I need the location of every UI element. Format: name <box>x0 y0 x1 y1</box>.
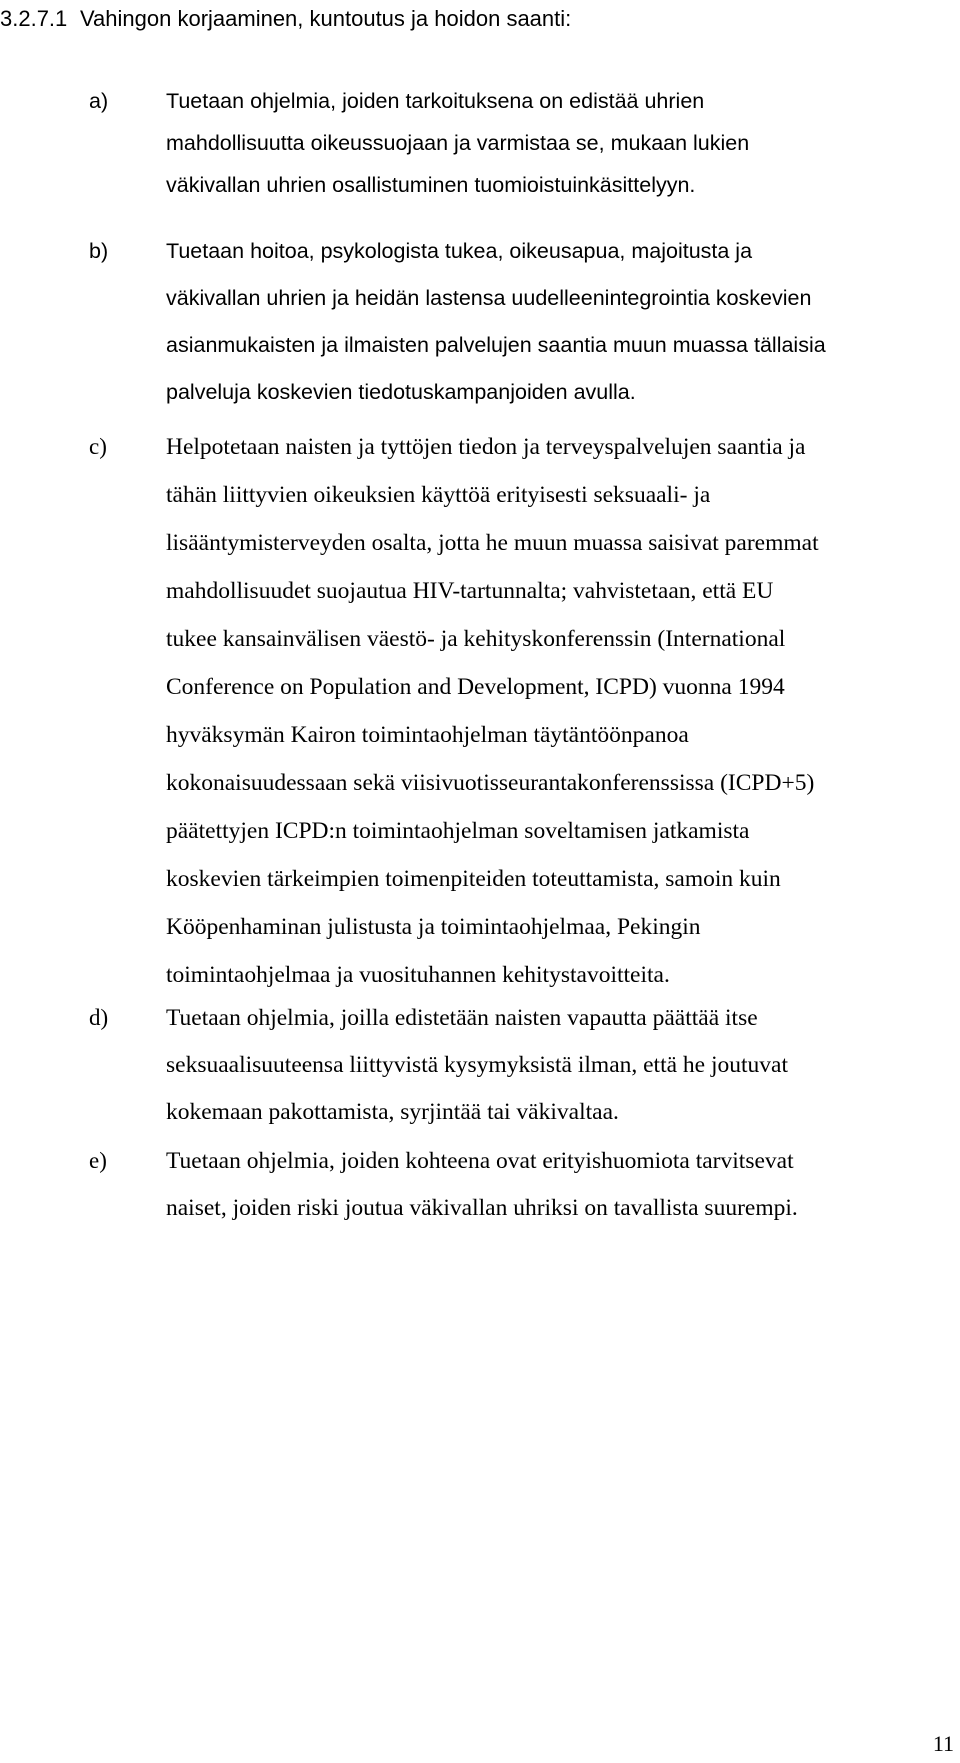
list-item-text-line: toimintaohjelmaa ja vuosituhannen kehitystavoitteita. <box>166 962 670 988</box>
list-item-text-line: Kööpenhaminan julistusta ja toimintaohjelmaa, Pekingin <box>166 914 701 940</box>
section-number: 3.2.7.1 <box>0 6 68 31</box>
list-marker: a) <box>89 89 109 113</box>
list-item-text-line: Tuetaan hoitoa, psykologista tukea, oikeusapua, majoitusta ja <box>166 239 753 263</box>
list-marker: b) <box>89 239 109 263</box>
page-number: 11 <box>932 1731 954 1756</box>
list-item-text-line: päätettyjen ICPD:n toimintaohjelman soveltamisen jatkamista <box>166 818 750 844</box>
list-item-text-line: väkivallan uhrien osallistuminen tuomioistuinkäsittelyyn. <box>166 173 696 197</box>
list-item-text-line: Tuetaan ohjelmia, joiden kohteena ovat erityishuomiota tarvitsevat <box>166 1148 794 1174</box>
list-item-text-line: koskevien tärkeimpien toimenpiteiden toteuttamista, samoin kuin <box>166 866 781 892</box>
list-marker: c) <box>89 434 107 459</box>
list-item-text-line: mahdollisuutta oikeussuojaan ja varmistaa se, mukaan lukien <box>166 131 750 155</box>
list-marker: d) <box>89 1005 109 1030</box>
section-title: Vahingon korjaaminen, kuntoutus ja hoidon saanti: <box>80 6 572 31</box>
list-item-text-line: asianmukaisten ja ilmaisten palvelujen saantia muun muassa tällaisia <box>166 333 826 357</box>
list-item-text-line: palveluja koskevien tiedotuskampanjoiden avulla. <box>166 380 636 404</box>
list-item-text-line: Helpotetaan naisten ja tyttöjen tiedon ja terveyspalvelujen saantia ja <box>166 434 806 460</box>
list-item-text-line: kokonaisuudessaan sekä viisivuotisseurantakonferenssissa (ICPD+5) <box>166 770 815 796</box>
list-item-text-line: tähän liittyvien oikeuksien käyttöä erityisesti seksuaali- ja <box>166 482 711 508</box>
list-item-text-line: kokemaan pakottamista, syrjintää tai väkivaltaa. <box>166 1099 619 1125</box>
list-item-text-line: tukee kansainvälisen väestö- ja kehityskonferenssin (International <box>166 626 786 652</box>
list-item-text-line: seksuaalisuuteensa liittyvistä kysymyksistä ilman, että he joutuvat <box>166 1052 788 1078</box>
list-item-text-line: Conference on Population and Development, ICPD) vuonna 1994 <box>166 674 785 700</box>
list-item-text-line: hyväksymän Kairon toimintaohjelman täytäntöönpanoa <box>166 722 689 748</box>
list-item-text-line: väkivallan uhrien ja heidän lastensa uudelleenintegrointia koskevien <box>166 286 812 310</box>
section-heading <box>0 4 571 34</box>
list-item-text-line: naiset, joiden riski joutua väkivallan uhriksi on tavallista suurempi. <box>166 1195 798 1221</box>
list-item-text-line: Tuetaan ohjelmia, joiden tarkoituksena on edistää uhrien <box>166 89 705 113</box>
list-marker: e) <box>89 1148 107 1173</box>
list-item-text-line: lisääntymisterveyden osalta, jotta he muun muassa saisivat paremmat <box>166 530 819 556</box>
list-item-text-line: Tuetaan ohjelmia, joilla edistetään naisten vapautta päättää itse <box>166 1005 758 1031</box>
list-item-text-line: mahdollisuudet suojautua HIV-tartunnalta; vahvistetaan, että EU <box>166 578 774 604</box>
